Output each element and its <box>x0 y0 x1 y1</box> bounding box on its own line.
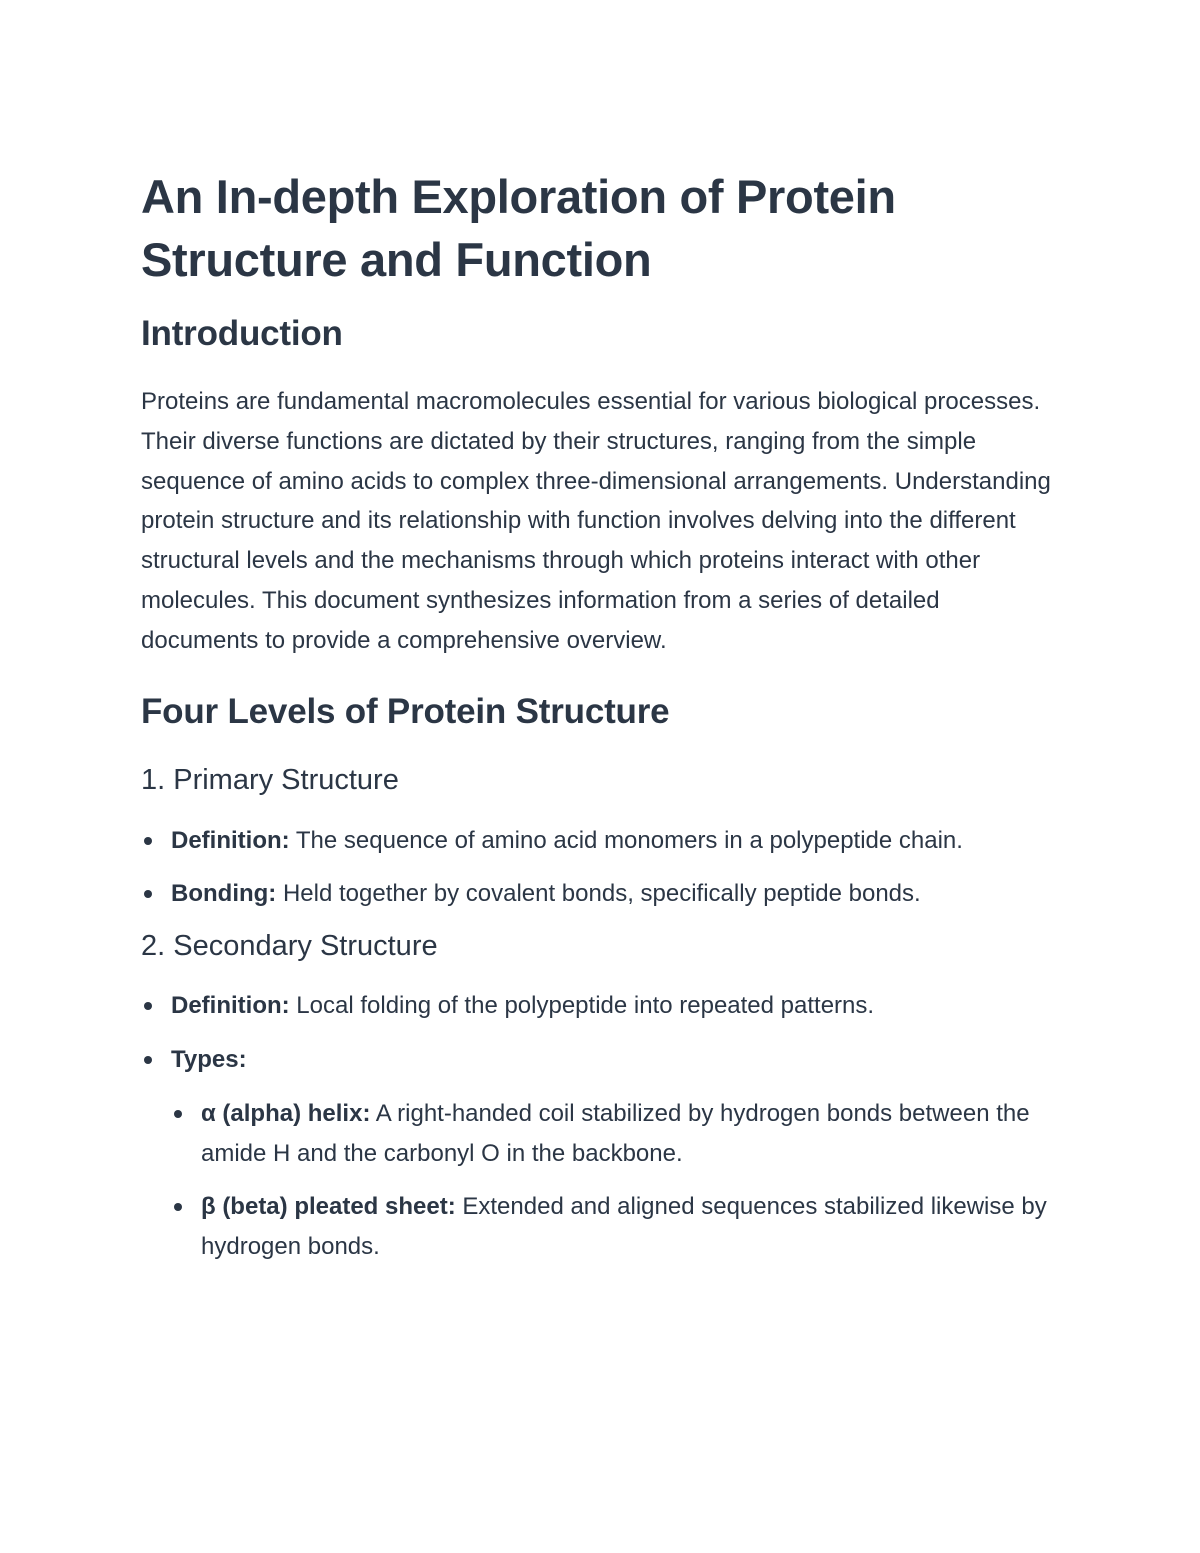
list-item-term: β (beta) pleated sheet: <box>201 1193 456 1221</box>
secondary-types-list <box>171 1094 1061 1267</box>
document-page <box>141 165 1061 1267</box>
list-item-term: Definition: <box>171 826 290 854</box>
list-item-term: Definition: <box>171 992 290 1020</box>
introduction-paragraph: Proteins are fundamental macromolecules essential for various biological processes. Their diverse functions are dictated by their structures, ranging from the simple sequence of amino acids to complex three-dimensional arrangements. Understanding protein structure and its relationship with function involves delving into the different structural levels and the mechanisms through which proteins interact with other molecules. This document synthesizes information from a series of detailed documents to provide a comprehensive overview. <box>141 388 1051 654</box>
secondary-structure-heading: 2. Secondary Structure <box>141 930 438 963</box>
list-item-text: A right-handed coil stabilized by hydrogen bonds between the amide H and the carbonyl O in the backbone. <box>201 1099 1030 1167</box>
list-item-term: Types: <box>171 1045 247 1073</box>
primary-structure-heading: 1. Primary Structure <box>141 763 399 796</box>
list-item <box>141 986 1061 1026</box>
list-item-term: Bonding: <box>171 880 277 908</box>
list-item <box>141 821 1061 861</box>
protein-levels-heading: Four Levels of Protein Structure <box>141 691 670 731</box>
list-item-text: Extended and aligned sequences stabilized likewise by hydrogen bonds. <box>201 1193 1047 1261</box>
secondary-structure-list <box>141 986 1061 1267</box>
list-item-term: α (alpha) helix: <box>201 1099 371 1127</box>
introduction-heading: Introduction <box>141 314 343 353</box>
list-item <box>141 874 1061 914</box>
list-item <box>141 1040 1061 1267</box>
list-item-text: The sequence of amino acid monomers in a polypeptide chain. <box>289 826 963 854</box>
list-item-text: Held together by covalent bonds, specifically peptide bonds. <box>276 880 921 908</box>
primary-structure-list <box>141 821 1061 915</box>
sub-list-item <box>171 1094 1061 1174</box>
sub-list-item <box>171 1187 1061 1267</box>
page-title: An In-depth Exploration of Protein Structure and Function <box>141 170 896 286</box>
list-item-text: Local folding of the polypeptide into repeated patterns. <box>289 992 875 1020</box>
